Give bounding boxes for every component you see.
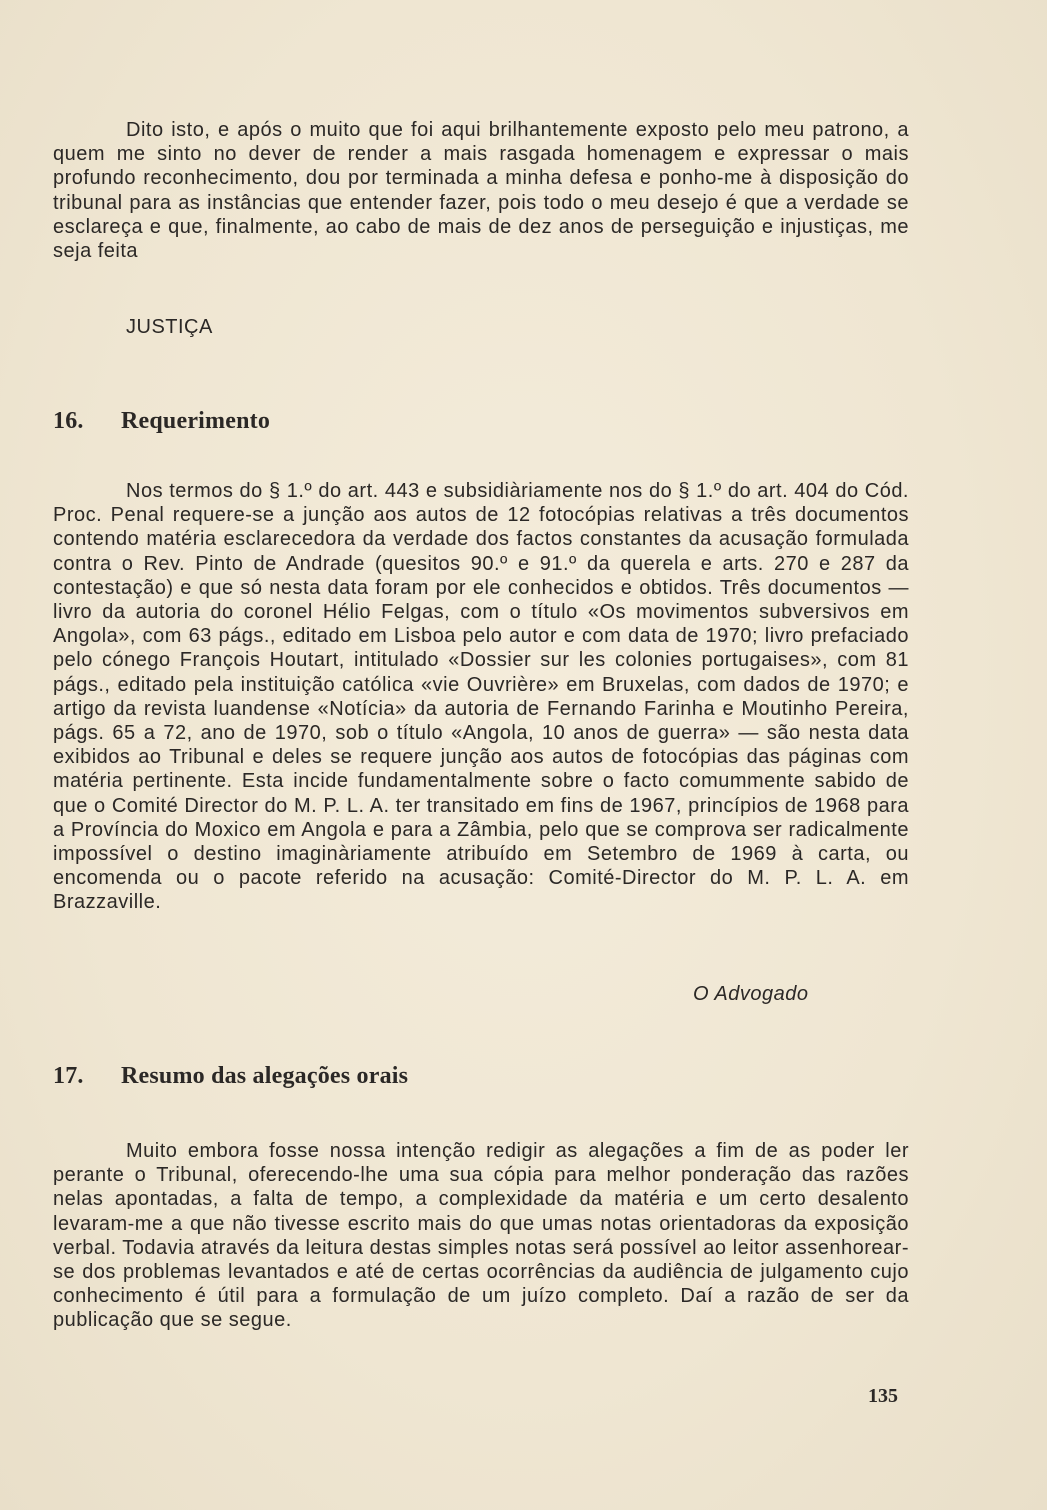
section-16-paragraph: Nos termos do § 1.º do art. 443 e subsidiàriamente nos do § 1.º do art. 404 do Cód. Proc. Penal requere-se a junção aos autos de 12 fotocópias relativas a três documentos contendo matéria esclarecedora da verdade dos factos constantes da acusação formulada contra o Rev. Pinto de Andrade (quesitos 90.º e 91.º da querela e arts. 270 e 287 da contestação) e que só nesta data foram por ele conhecidos e obtidos. Três documentos — livro da autoria do coronel Hélio Felgas, com o título «Os movimentos subversivos em Angola», com 63 págs., editado em Lisboa pelo autor e com data de 1970; livro prefaciado pelo cónego François Houtart, intitulado «Dossier sur les colonies portugaises», com 81 págs., editado pela instituição católica «vie Ouvrière» em Bruxelas, com dados de 1970; e artigo da revista luandense «Notícia» da autoria de Fernando Farinha e Moutinho Pereira, págs. 65 a 72, ano de 1970, sob o título «Angola, 10 anos de guerra» — são nesta data exibidos ao Tribunal e deles se requere junção aos autos de fotocópias das páginas com matéria pertinente. Esta incide fundamentalmente sobre o facto comummente sabido de que o Comité Director do M. P. L. A. ter transitado em fins de 1967, princípios de 1968 para a Província do Moxico em Angola e para a Zâmbia, pelo que se comprova ser radicalmente impossível o destino imaginàriamente atribuído em Setembro de 1969 à carta, ou encomenda ou o pacote referido na acusação: Comité-Director do M. P. L. A. em Brazzaville. [53,480,909,914]
page-number: 135 [868,1385,898,1407]
section-17-heading [53,1063,408,1090]
section-17-number: 17. [53,1063,84,1089]
closing-word: JUSTIÇA [126,316,213,338]
section-16-signature: O Advogado [693,983,809,1005]
section-16-heading [53,408,270,435]
closing-paragraph: Dito isto, e após o muito que foi aqui brilhantemente exposto pelo meu patrono, a quem me sinto no dever de render a mais rasgada homenagem e expressar o mais profundo reconhecimento, dou por terminada a minha defesa e ponho-me à disposição do tribunal para as instâncias que entender fazer, pois todo o meu desejo é que a verdade se esclareça e que, finalmente, ao cabo de mais de dez anos de perseguição e injustiças, me seja feita [53,119,909,263]
section-17-title: Resumo das alegações orais [121,1063,409,1089]
section-16-title: Requerimento [121,408,271,434]
section-17-paragraph: Muito embora fosse nossa intenção redigir as alegações a fim de as poder ler perante o Tribunal, oferecendo-lhe uma sua cópia para melhor ponderação das razões nelas apontadas, a falta de tempo, a complexidade da matéria e um certo desalento levaram-me a que não tivesse escrito mais do que umas notas orientadoras da exposição verbal. Todavia através da leitura destas simples notas será possível ao leitor assenhorear-se dos problemas levantados e até de certas ocorrências da audiência de julgamento cujo conhecimento é útil para a formulação de um juízo completo. Daí a razão de ser da publicação que se segue. [53,1140,909,1332]
section-16-number: 16. [53,408,84,434]
